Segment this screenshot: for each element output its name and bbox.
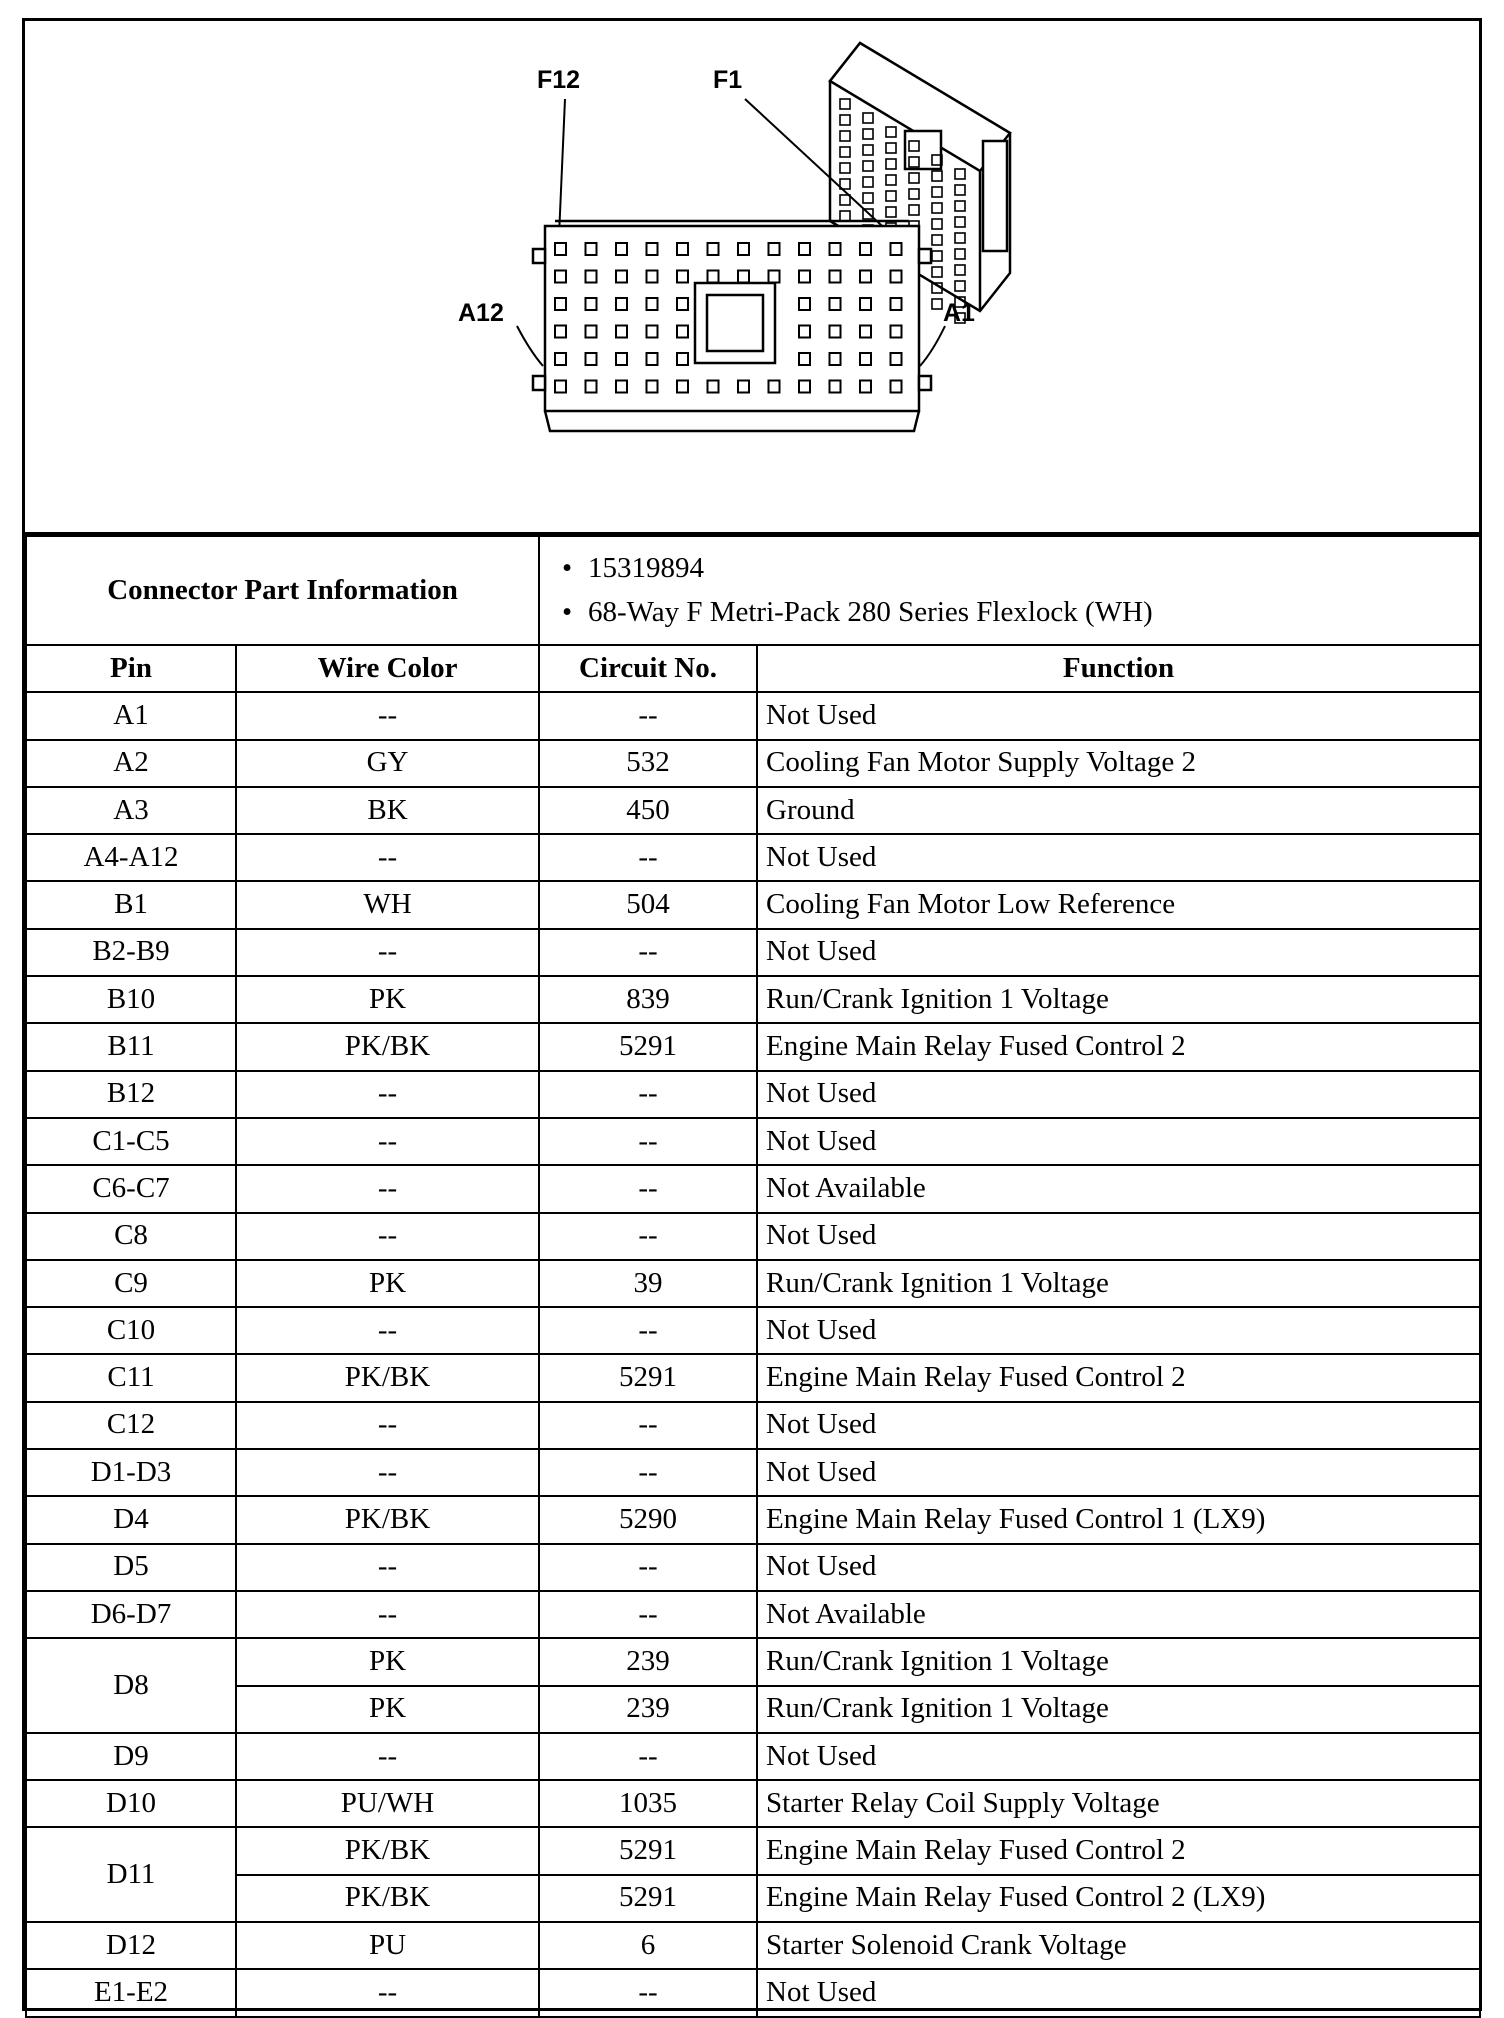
cell-wire-color: -- xyxy=(236,692,539,739)
table-header-row xyxy=(26,645,1480,692)
label-f1: F1 xyxy=(713,66,743,94)
cell-pin: B10 xyxy=(26,976,236,1023)
table-row xyxy=(26,692,1480,739)
table-row xyxy=(26,1402,1480,1449)
cell-pin: A1 xyxy=(26,692,236,739)
cell-pin: C10 xyxy=(26,1307,236,1354)
connector-description: • 68-Way F Metri-Pack 280 Series Flexlock (WH) xyxy=(588,591,1471,635)
connector-info-list xyxy=(548,547,1471,635)
connector-drawing xyxy=(25,21,1479,531)
cell-circuit-no: -- xyxy=(539,1118,757,1165)
cell-wire-color: PK/BK xyxy=(236,1354,539,1401)
cell-wire-color: WH xyxy=(236,881,539,928)
table-row xyxy=(26,1969,1480,2016)
cell-circuit-no: 504 xyxy=(539,881,757,928)
column-header-pin: Pin xyxy=(26,645,236,692)
connector-diagram xyxy=(25,21,1479,535)
table-row xyxy=(26,740,1480,787)
cell-pin: D1-D3 xyxy=(26,1449,236,1496)
cell-function: Cooling Fan Motor Supply Voltage 2 xyxy=(757,740,1480,787)
table-row xyxy=(26,1165,1480,1212)
cell-pin: A3 xyxy=(26,787,236,834)
cell-wire-color: -- xyxy=(236,1165,539,1212)
table-row xyxy=(26,1638,1480,1685)
cell-wire-color: PK/BK xyxy=(236,1496,539,1543)
cell-pin: D4 xyxy=(26,1496,236,1543)
cell-circuit-no: 5291 xyxy=(539,1875,757,1922)
cell-pin: B12 xyxy=(26,1071,236,1118)
cell-circuit-no: 532 xyxy=(539,740,757,787)
cell-wire-color: PK xyxy=(236,1260,539,1307)
cell-function: Engine Main Relay Fused Control 1 (LX9) xyxy=(757,1496,1480,1543)
table-row xyxy=(26,787,1480,834)
cell-pin: D10 xyxy=(26,1780,236,1827)
cell-circuit-no: -- xyxy=(539,1733,757,1780)
cell-function: Run/Crank Ignition 1 Voltage xyxy=(757,1260,1480,1307)
cell-circuit-no: -- xyxy=(539,1402,757,1449)
table-row xyxy=(26,1922,1480,1969)
cell-function: Not Used xyxy=(757,1733,1480,1780)
cell-function: Not Used xyxy=(757,1307,1480,1354)
table-row xyxy=(26,1733,1480,1780)
cell-circuit-no: -- xyxy=(539,1213,757,1260)
cell-function: Run/Crank Ignition 1 Voltage xyxy=(757,976,1480,1023)
cell-function: Engine Main Relay Fused Control 2 xyxy=(757,1354,1480,1401)
cell-circuit-no: 5291 xyxy=(539,1827,757,1874)
cell-function: Cooling Fan Motor Low Reference xyxy=(757,881,1480,928)
cell-pin: C9 xyxy=(26,1260,236,1307)
cell-function: Run/Crank Ignition 1 Voltage xyxy=(757,1686,1480,1733)
table-row xyxy=(26,1260,1480,1307)
cell-function: Not Used xyxy=(757,692,1480,739)
cell-wire-color: -- xyxy=(236,1591,539,1638)
cell-wire-color: PU/WH xyxy=(236,1780,539,1827)
cell-pin: C1-C5 xyxy=(26,1118,236,1165)
table-row xyxy=(26,1780,1480,1827)
cell-function: Not Used xyxy=(757,1449,1480,1496)
cell-wire-color: -- xyxy=(236,1307,539,1354)
cell-wire-color: GY xyxy=(236,740,539,787)
column-header-circuit-no: Circuit No. xyxy=(539,645,757,692)
cell-circuit-no: -- xyxy=(539,1071,757,1118)
cell-circuit-no: -- xyxy=(539,1307,757,1354)
cell-pin: C6-C7 xyxy=(26,1165,236,1212)
cell-circuit-no: -- xyxy=(539,1449,757,1496)
cell-wire-color: PK xyxy=(236,1686,539,1733)
cell-pin: A4-A12 xyxy=(26,834,236,881)
table-body xyxy=(26,692,1480,2016)
cell-pin: D6-D7 xyxy=(26,1591,236,1638)
table-row xyxy=(26,929,1480,976)
connector-info-row xyxy=(26,536,1480,645)
cell-wire-color: PK/BK xyxy=(236,1827,539,1874)
cell-circuit-no: 839 xyxy=(539,976,757,1023)
cell-wire-color: -- xyxy=(236,929,539,976)
cell-circuit-no: -- xyxy=(539,1591,757,1638)
cell-function: Engine Main Relay Fused Control 2 xyxy=(757,1023,1480,1070)
perspective-cavity xyxy=(932,299,942,309)
cell-wire-color: -- xyxy=(236,1969,539,2016)
cell-function: Not Used xyxy=(757,1544,1480,1591)
pinout-table xyxy=(25,535,1481,2018)
label-a1: A1 xyxy=(943,299,975,327)
table-row xyxy=(26,1875,1480,1922)
connector-info-label: Connector Part Information xyxy=(26,536,539,645)
table-row xyxy=(26,1449,1480,1496)
cell-circuit-no: 5291 xyxy=(539,1023,757,1070)
cell-pin: D11 xyxy=(26,1827,236,1922)
cell-wire-color: -- xyxy=(236,1402,539,1449)
cell-circuit-no: -- xyxy=(539,692,757,739)
cell-pin: C12 xyxy=(26,1402,236,1449)
table-row xyxy=(26,1213,1480,1260)
cell-circuit-no: -- xyxy=(539,834,757,881)
cell-function: Starter Relay Coil Supply Voltage xyxy=(757,1780,1480,1827)
table-row xyxy=(26,834,1480,881)
cell-function: Not Used xyxy=(757,929,1480,976)
cell-function: Not Used xyxy=(757,1213,1480,1260)
cell-wire-color: -- xyxy=(236,1213,539,1260)
cell-wire-color: -- xyxy=(236,1071,539,1118)
cell-circuit-no: -- xyxy=(539,1969,757,2016)
cell-function: Not Available xyxy=(757,1165,1480,1212)
cell-function: Not Used xyxy=(757,834,1480,881)
table-row xyxy=(26,1354,1480,1401)
table-row xyxy=(26,1071,1480,1118)
cell-wire-color: BK xyxy=(236,787,539,834)
cell-wire-color: PK/BK xyxy=(236,1023,539,1070)
table-row xyxy=(26,1544,1480,1591)
cell-wire-color: PK xyxy=(236,976,539,1023)
cell-pin: A2 xyxy=(26,740,236,787)
cell-function: Starter Solenoid Crank Voltage xyxy=(757,1922,1480,1969)
cell-wire-color: -- xyxy=(236,1544,539,1591)
cell-function: Not Available xyxy=(757,1591,1480,1638)
table-row xyxy=(26,1118,1480,1165)
cell-circuit-no: 6 xyxy=(539,1922,757,1969)
cell-circuit-no: -- xyxy=(539,1544,757,1591)
cell-wire-color: -- xyxy=(236,1118,539,1165)
cell-pin: B11 xyxy=(26,1023,236,1070)
cell-circuit-no: 5291 xyxy=(539,1354,757,1401)
cell-function: Engine Main Relay Fused Control 2 xyxy=(757,1827,1480,1874)
cell-circuit-no: -- xyxy=(539,929,757,976)
table-row xyxy=(26,1591,1480,1638)
cell-circuit-no: 239 xyxy=(539,1686,757,1733)
cell-pin: D8 xyxy=(26,1638,236,1733)
cell-function: Not Used xyxy=(757,1071,1480,1118)
cell-function: Engine Main Relay Fused Control 2 (LX9) xyxy=(757,1875,1480,1922)
label-a12: A12 xyxy=(458,299,504,327)
cell-pin: C11 xyxy=(26,1354,236,1401)
cell-function: Not Used xyxy=(757,1969,1480,2016)
table-row xyxy=(26,881,1480,928)
table-row xyxy=(26,976,1480,1023)
cell-function: Not Used xyxy=(757,1118,1480,1165)
cell-circuit-no: 5290 xyxy=(539,1496,757,1543)
connector-part-number: • 15319894 xyxy=(588,547,1471,591)
table-row xyxy=(26,1496,1480,1543)
cell-wire-color: -- xyxy=(236,834,539,881)
cell-wire-color: -- xyxy=(236,1449,539,1496)
connector-sheet xyxy=(22,18,1482,2011)
cell-wire-color: PU xyxy=(236,1922,539,1969)
table-row xyxy=(26,1307,1480,1354)
connector-face-view xyxy=(533,221,931,431)
cell-wire-color: -- xyxy=(236,1733,539,1780)
cell-function: Ground xyxy=(757,787,1480,834)
label-f12: F12 xyxy=(537,66,581,94)
cell-circuit-no: 450 xyxy=(539,787,757,834)
cell-pin: D9 xyxy=(26,1733,236,1780)
cell-circuit-no: 39 xyxy=(539,1260,757,1307)
cell-pin: B2-B9 xyxy=(26,929,236,976)
cell-function: Run/Crank Ignition 1 Voltage xyxy=(757,1638,1480,1685)
cell-pin: D12 xyxy=(26,1922,236,1969)
table-row xyxy=(26,1023,1480,1070)
table-row xyxy=(26,1686,1480,1733)
cell-wire-color: PK xyxy=(236,1638,539,1685)
cell-pin: C8 xyxy=(26,1213,236,1260)
cell-wire-color: PK/BK xyxy=(236,1875,539,1922)
cell-circuit-no: -- xyxy=(539,1165,757,1212)
cell-pin: E1-E2 xyxy=(26,1969,236,2016)
cell-pin: D5 xyxy=(26,1544,236,1591)
table-row xyxy=(26,1827,1480,1874)
cell-circuit-no: 1035 xyxy=(539,1780,757,1827)
column-header-function: Function xyxy=(757,645,1480,692)
cell-function: Not Used xyxy=(757,1402,1480,1449)
cell-circuit-no: 239 xyxy=(539,1638,757,1685)
cell-pin: B1 xyxy=(26,881,236,928)
connector-info-details xyxy=(539,536,1480,645)
column-header-wire-color: Wire Color xyxy=(236,645,539,692)
